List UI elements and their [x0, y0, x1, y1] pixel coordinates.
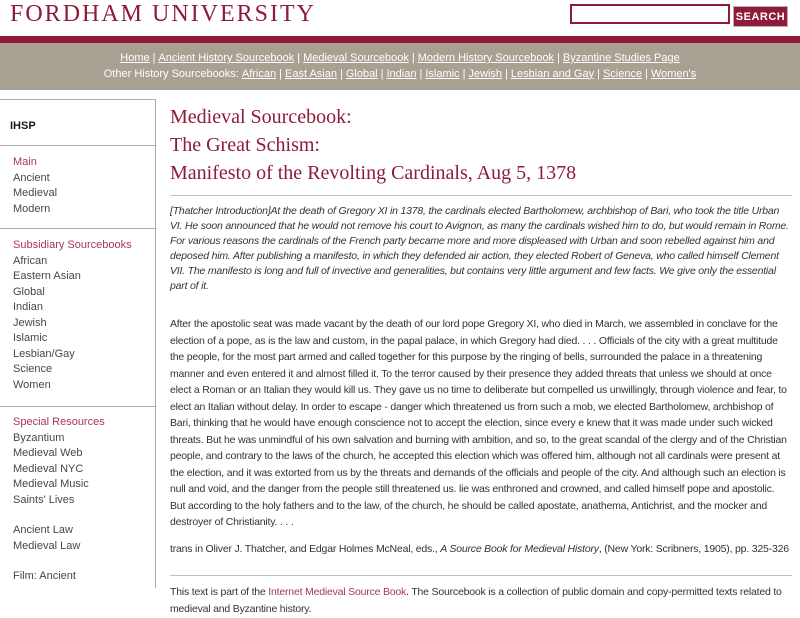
nav-primary [0, 51, 800, 67]
sidebar-section-special [0, 407, 155, 585]
main-article [170, 90, 792, 618]
nav-link-medieval-sourcebook[interactable]: Medieval Sourcebook [303, 52, 409, 64]
nav-link-islamic[interactable]: Islamic [425, 67, 460, 80]
page-title [170, 103, 792, 187]
nav-link-byzantine-studies-page[interactable]: Byzantine Studies Page [562, 52, 680, 64]
sidebar-header-subsidiary-sourcebooks: Subsidiary Sourcebooks [13, 239, 132, 251]
sidebar-item-medieval-web[interactable]: Medieval Web [13, 447, 83, 459]
fordham-logo: FORDHAM UNIVERSITY [10, 1, 317, 27]
nav-separator: | [152, 52, 156, 64]
page-title-line-2: The Great Schism: [170, 134, 320, 156]
nav-separator: | [557, 52, 560, 64]
sidebar-ihsp-link[interactable]: IHSP [10, 120, 36, 132]
introduction-paragraph: [Thatcher Introduction]At the death of Gregory XI in 1378, the cardinals elected Bartholomew, archbishop of Bari, who took the title Urban VI. He soon announced that he would not remove his court to Avignon, as many the cardinals wished him to do, but would remain in Rome. For various reasons the cardinals of the French party became more and more displeased with Urban and soon rebelled against him and deposed him. After publishing a manifesto, in which they defended air action, they elected Robert of Geneva, who called himself Clement VII. The manifesto is long and full of invective and generalities, but contains very little argument and few facts. We give only the essential part of it. [170, 205, 789, 292]
nav-separator: | [380, 67, 384, 80]
nav-secondary [0, 67, 800, 83]
page-title-line-1: Medieval Sourcebook: [170, 106, 352, 128]
nav-separator: | [645, 67, 648, 80]
sidebar-item-film-ancient[interactable]: Film: Ancient [13, 570, 76, 582]
nav-secondary-prefix: Other History Sourcebooks: [103, 67, 239, 80]
nav-link-home[interactable]: Home [120, 52, 150, 64]
sidebar-item-medieval-nyc[interactable]: Medieval NYC [13, 462, 84, 475]
sidebar-item-global[interactable]: Global [13, 285, 45, 298]
nav-link-womens[interactable]: Women's [650, 67, 697, 80]
sidebar-item-ancient-law[interactable]: Ancient Law [13, 524, 73, 536]
nav-link-ancient-history-sourcebook[interactable]: Ancient History Sourcebook [158, 52, 295, 64]
sidebar-item-ancient[interactable]: Ancient [13, 171, 50, 184]
sidebar [0, 99, 156, 588]
footer-note [170, 584, 792, 618]
nav-link-east-asian[interactable]: East Asian [284, 67, 337, 80]
sidebar-header-main: Main [13, 156, 37, 168]
nav-link-modern-history-sourcebook[interactable]: Modern History Sourcebook [417, 52, 555, 64]
sidebar-item-medieval-law[interactable]: Medieval Law [13, 539, 81, 552]
citation [170, 541, 792, 557]
sidebar-item-saints-lives[interactable]: Saints' Lives [13, 493, 75, 506]
content-area [0, 90, 800, 615]
nav-band [0, 43, 800, 90]
sidebar-item-african[interactable]: African [13, 254, 48, 267]
sidebar-item-medieval[interactable]: Medieval [13, 187, 58, 199]
search-button[interactable]: SEARCH [733, 6, 788, 27]
footer-note-suffix: . The Sourcebook is a collection of public domain and copy-permitted texts related to medieval and Byzantine history. [170, 585, 782, 615]
sidebar-header-special-resources: Special Resources [13, 416, 105, 428]
page-title-line-3: Manifesto of the Revolting Cardinals, Aug 5, 1378 [170, 162, 577, 184]
footer-note-prefix: This text is part of the [170, 585, 269, 598]
nav-link-indian[interactable]: Indian [386, 67, 417, 80]
nav-separator: | [339, 67, 343, 80]
sidebar-item-medieval-music[interactable]: Medieval Music [13, 478, 89, 490]
title-divider [170, 195, 792, 196]
sidebar-item-jewish[interactable]: Jewish [13, 316, 47, 329]
nav-link-jewish[interactable]: Jewish [468, 67, 503, 80]
citation-book-title: A Source Book for Medieval History [440, 542, 599, 555]
nav-separator: | [419, 67, 423, 80]
sidebar-item-science[interactable]: Science [13, 363, 53, 375]
sidebar-item-indian[interactable]: Indian [13, 301, 43, 313]
nav-link-global[interactable]: Global [345, 67, 378, 80]
nav-separator: | [597, 67, 600, 80]
sidebar-item-islamic[interactable]: Islamic [13, 332, 48, 344]
search-input[interactable] [570, 4, 730, 24]
sidebar-item-eastern-asian[interactable]: Eastern Asian [13, 270, 81, 282]
nav-separator: | [279, 67, 282, 80]
internet-medieval-source-book-link[interactable]: Internet Medieval Source Book [268, 585, 407, 598]
sidebar-item-modern[interactable]: Modern [13, 202, 51, 215]
sidebar-item-women[interactable]: Women [13, 378, 51, 391]
sidebar-group-law [13, 523, 155, 554]
nav-link-science[interactable]: Science [602, 67, 643, 80]
sidebar-item-byzantium[interactable]: Byzantium [13, 431, 65, 444]
nav-separator: | [505, 67, 508, 80]
sidebar-item-lesbian-gay[interactable]: Lesbian/Gay [13, 347, 75, 360]
footer-divider [170, 575, 792, 576]
sidebar-group-film [13, 569, 155, 585]
nav-separator: | [462, 67, 466, 80]
sidebar-section-main [0, 146, 155, 229]
maroon-divider-bar [0, 36, 800, 43]
nav-link-lesbian-and-gay[interactable]: Lesbian and Gay [510, 67, 595, 80]
nav-link-african[interactable]: African [241, 67, 277, 80]
nav-separator: | [411, 52, 415, 64]
source-text-paragraph: After the apostolic seat was made vacant by the death of our lord pope Gregory XI, who died in March, we assembled in conclave for the election of a pope, as is the law and custom, in the papal palace, in which Gregory had died. . . . Officials of the city with a great multitude the people, for the most part armed and called together for this purpose by the ringing of bells, surrounded the palace in a threatening manner and even entered it and almost filled it. To the terror caused by their presence they added threats that unless we should at once elect a Roman or an Italian they would kill us. They gave us no time to deliberate but compelled us unwillingly, through violence and fear, to elect an Italian without delay. In order to escape - danger which threatened us from such a mob, we elected Bartholomew, archbishop of Bari, thinking that he would have enough conscience not to accept the election, since every e knew that it was made under such wicked threats. But he was unmindful of his own salvation and burning with ambition, and so, to the great scandal of the clergy and of the Christian people, and contrary to the laws of the church, he accepted this election which was offered him, although not all cardinals were present at the election, and it was extorted from us by the threats and demands of the officials and people of the city. And although such an election is null and void, and the danger from the people still threatened us. lie was enthroned and crowned, and called himself pope and apostolic. But according to the holy fathers and to the law, of the church, he should be called apostate, anathema, Antichrist, and the mocker and destroyer of Christianity. . . . [170, 318, 787, 528]
citation-suffix: , (New York: Scribners, 1905), pp. 325-326 [598, 542, 789, 555]
sidebar-group-medieval-resources [13, 431, 155, 509]
sidebar-section-subsidiary [0, 229, 155, 407]
citation-prefix: trans in Oliver J. Thatcher, and Edgar Holmes McNeal, eds., [170, 542, 441, 555]
site-header [0, 0, 800, 36]
nav-separator: | [297, 52, 301, 64]
sidebar-brand-cell [0, 100, 155, 146]
